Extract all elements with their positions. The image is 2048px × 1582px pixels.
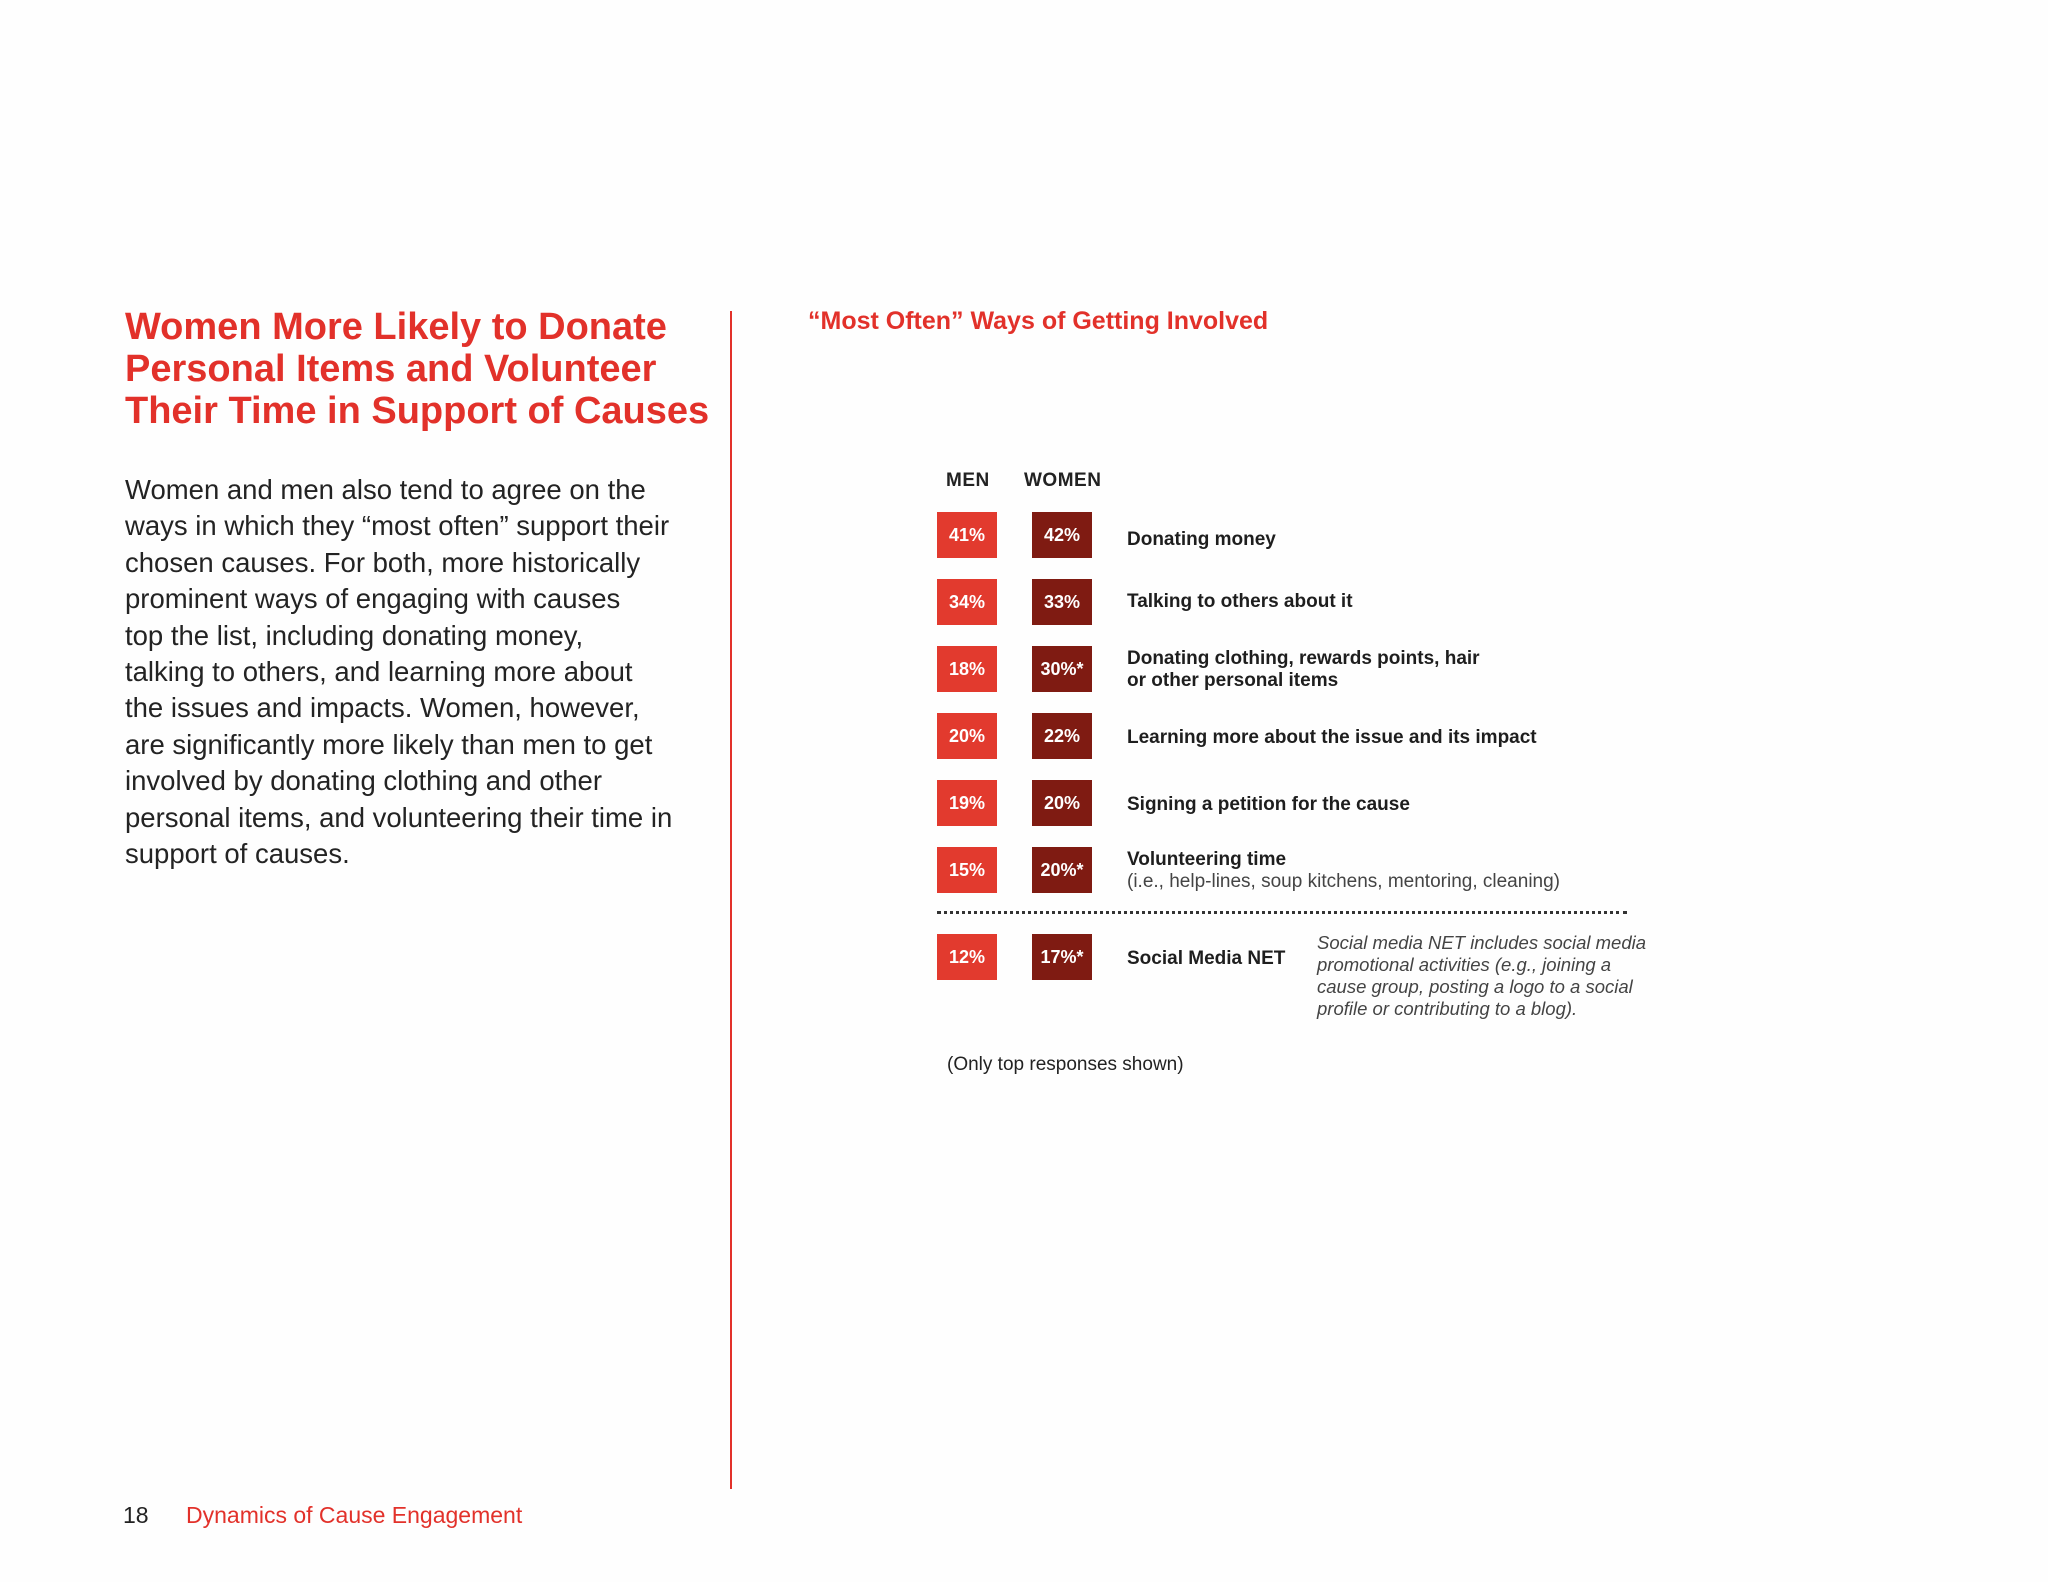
women-percent-box: 17%* bbox=[1032, 934, 1092, 980]
men-percent-box: 12% bbox=[937, 934, 997, 980]
body-line: ways in which they “most often” support their bbox=[125, 510, 670, 542]
row-sublabel: (i.e., help-lines, soup kitchens, mentoring, cleaning) bbox=[1127, 871, 1561, 892]
row-label bbox=[1127, 648, 1687, 692]
body-line: the issues and impacts. Women, however, bbox=[125, 692, 640, 724]
women-percent-box: 20%* bbox=[1032, 847, 1092, 893]
women-percent-box: 42% bbox=[1032, 512, 1092, 558]
body-line: top the list, including donating money, bbox=[125, 619, 584, 651]
row-label-text: Talking to others about it bbox=[1127, 591, 1353, 612]
row-label-text: Volunteering time bbox=[1127, 849, 1287, 870]
body-line: prominent ways of engaging with causes bbox=[125, 583, 621, 615]
chart-footnote: (Only top responses shown) bbox=[947, 1054, 1184, 1075]
headline-line: Personal Items and Volunteer bbox=[125, 348, 657, 390]
men-percent-box: 18% bbox=[937, 646, 997, 692]
row-label-text: Learning more about the issue and its impact bbox=[1127, 727, 1537, 748]
note-line: cause group, posting a logo to a social bbox=[1317, 976, 1633, 997]
row-label-text: Signing a petition for the cause bbox=[1127, 794, 1410, 815]
body-line: Women and men also tend to agree on the bbox=[125, 474, 646, 505]
body-line: personal items, and volunteering their time in bbox=[125, 801, 673, 833]
dotted-separator bbox=[937, 911, 1627, 914]
column-header-women: WOMEN bbox=[1024, 470, 1102, 491]
body-line: chosen causes. For both, more historically bbox=[125, 546, 641, 578]
row-label-text: Social Media NET bbox=[1127, 948, 1286, 969]
row-label-text: Donating clothing, rewards points, hair bbox=[1127, 648, 1480, 669]
women-percent-box: 20% bbox=[1032, 780, 1092, 826]
body-line: talking to others, and learning more about bbox=[125, 656, 633, 688]
body-line: support of causes. bbox=[125, 838, 350, 870]
row-label-text: Donating money bbox=[1127, 529, 1276, 550]
row-label bbox=[1127, 529, 1687, 551]
men-percent-box: 34% bbox=[937, 579, 997, 625]
page-number: 18 bbox=[123, 1502, 149, 1528]
headline bbox=[125, 306, 725, 432]
chart-title: “Most Often” Ways of Getting Involved bbox=[808, 307, 1269, 335]
women-percent-box: 33% bbox=[1032, 579, 1092, 625]
row-label bbox=[1127, 591, 1687, 613]
column-header-men: MEN bbox=[946, 470, 990, 491]
note-line: promotional activities (e.g., joining a bbox=[1317, 954, 1612, 975]
headline-line: Women More Likely to Donate bbox=[125, 306, 667, 348]
row-label bbox=[1127, 794, 1687, 816]
note-line: Social media NET includes social media bbox=[1317, 932, 1647, 953]
note-line: profile or contributing to a blog). bbox=[1317, 998, 1578, 1019]
body-paragraph bbox=[125, 472, 725, 872]
row-label bbox=[1127, 849, 1687, 893]
men-percent-box: 15% bbox=[937, 847, 997, 893]
women-percent-box: 22% bbox=[1032, 713, 1092, 759]
row-label-text: or other personal items bbox=[1127, 670, 1339, 691]
men-percent-box: 19% bbox=[937, 780, 997, 826]
column-divider bbox=[730, 311, 732, 1489]
body-line: involved by donating clothing and other bbox=[125, 765, 603, 797]
social-media-note bbox=[1317, 932, 1697, 1020]
row-label bbox=[1127, 948, 1307, 970]
running-title: Dynamics of Cause Engagement bbox=[186, 1502, 523, 1528]
row-label bbox=[1127, 727, 1687, 749]
women-percent-box: 30%* bbox=[1032, 646, 1092, 692]
men-percent-box: 20% bbox=[937, 713, 997, 759]
men-percent-box: 41% bbox=[937, 512, 997, 558]
body-line: are significantly more likely than men to get bbox=[125, 728, 653, 760]
headline-line: Their Time in Support of Causes bbox=[125, 390, 710, 432]
